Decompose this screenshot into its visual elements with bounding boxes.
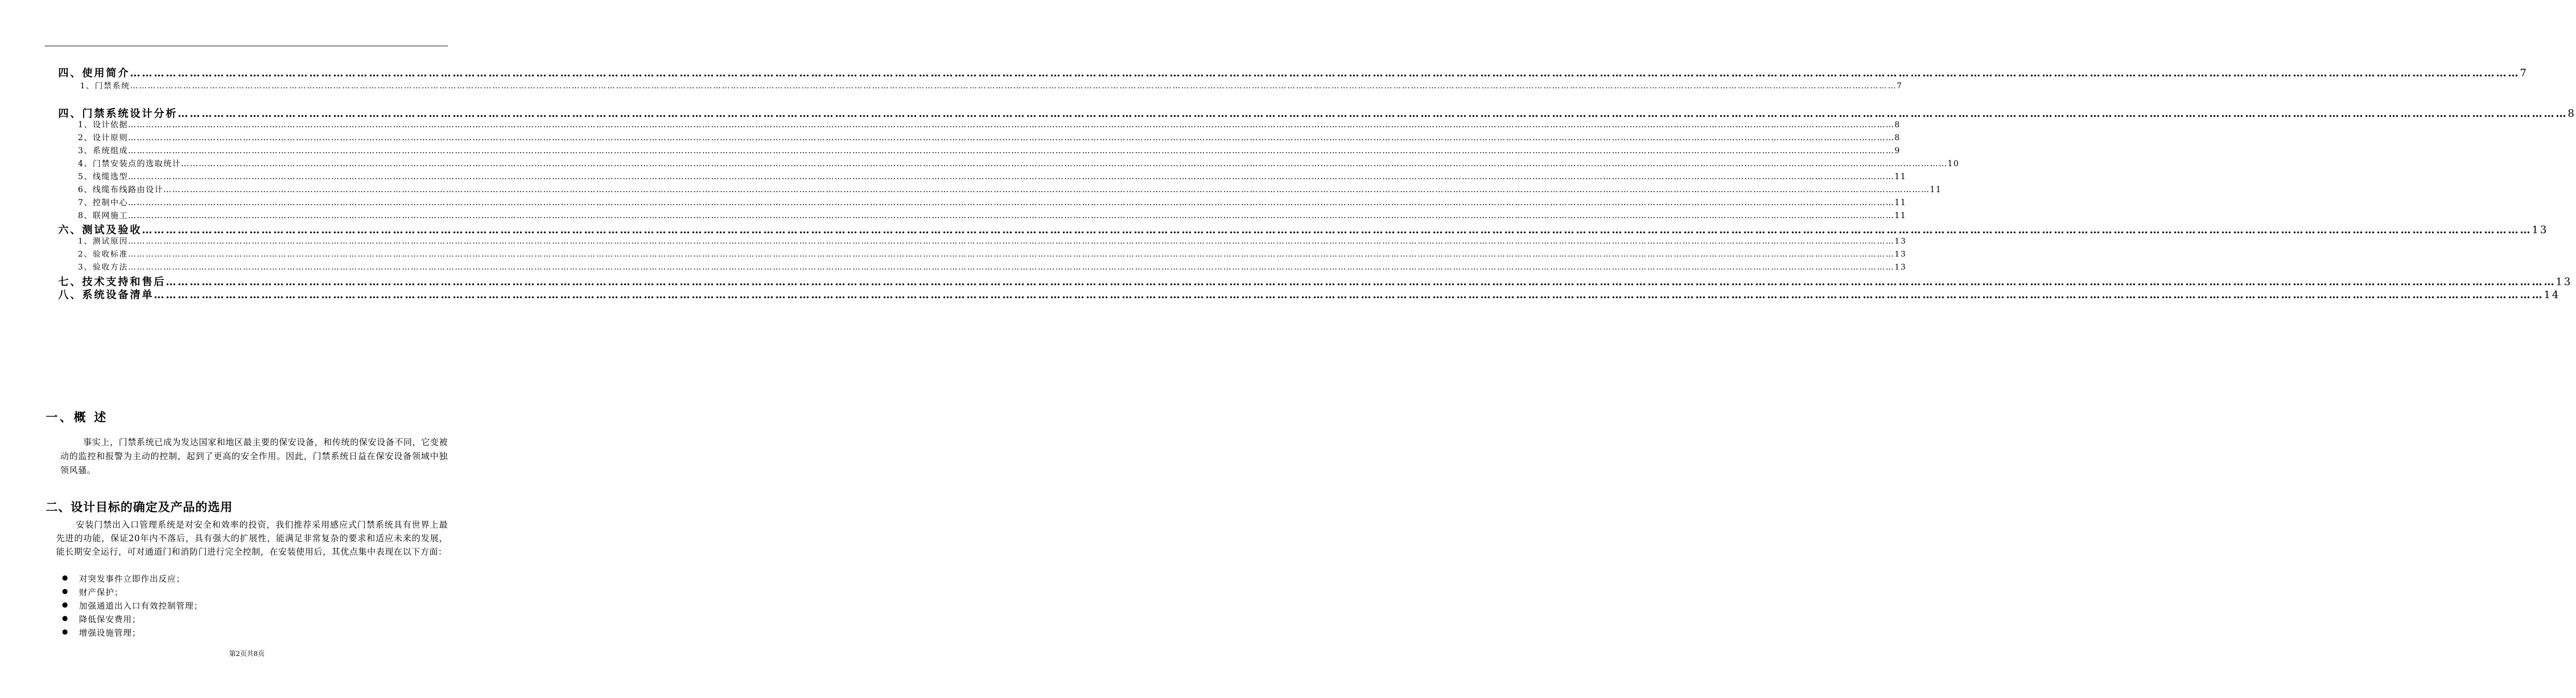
toc-entry-label: 1、门禁系统	[80, 81, 130, 90]
list-item	[61, 625, 373, 639]
toc-entry[interactable]	[78, 183, 1942, 195]
toc-leader-dots: ……………………………………………………………………………………………………………………………………………………………………………………………………………………………………………………………………………………………………………………………………………………………………………………………………………………………………………………………………………………………………………………………………………………	[128, 236, 1895, 246]
list-item	[61, 571, 373, 585]
design-goals-paragraph: 安装门禁出入口管理系统是对安全和效率的投资，我们推荐采用感应式门禁系统具有世界上最先进的功能，保证20年内不落后，具有强大的扩展性，能满足非常复杂的要求和适应未来的发展，能长期安全运行，可对通道门和消防门进行完全控制，在安装使用后，其优点集中表现在以下方面：	[56, 520, 448, 557]
toc-leader-dots: ……………………………………………………………………………………………………………………………………………………………………………………………………………………………………………………………………………………………………………………………………………………………………………………………………………………………………………………………………………………………………………………………………………………	[154, 288, 2544, 301]
list-item-text: 增强设施管理；	[79, 627, 141, 638]
toc-entry[interactable]	[78, 131, 1901, 143]
section-heading-design-goals: 二、设计目标的确定及产品的选用	[46, 501, 233, 514]
toc-leader-dots: ……………………………………………………………………………………………………………………………………………………………………………………………………………………………………………………………………………………………………………………………………………………………………………………………………………………………………………………………………………………………………………………………………………………	[130, 66, 2520, 79]
toc-entry-label: 8、联网施工	[78, 211, 128, 220]
toc-entry-label: 1、设计依据	[78, 120, 128, 129]
toc-entry[interactable]	[78, 196, 1907, 208]
toc-entry-label: 六、测试及验收	[58, 223, 142, 236]
toc-entry-page: 13	[1894, 262, 1907, 272]
bullet-icon	[62, 575, 68, 581]
toc-leader-dots: ……………………………………………………………………………………………………………………………………………………………………………………………………………………………………………………………………………………………………………………………………………………………………………………………………………………………………………………………………………………………………………………………………………………	[166, 275, 2556, 288]
toc-entry[interactable]	[78, 157, 1960, 169]
toc-leader-dots: ……………………………………………………………………………………………………………………………………………………………………………………………………………………………………………………………………………………………………………………………………………………………………………………………………………………………………………………………………………………………………………………………………………………	[128, 262, 1895, 272]
bullet-icon	[62, 629, 68, 635]
toc-leader-dots: ……………………………………………………………………………………………………………………………………………………………………………………………………………………………………………………………………………………………………………………………………………………………………………………………………………………………………………………………………………………………………………………………………………………	[128, 120, 1895, 129]
toc-entry[interactable]	[78, 235, 1907, 246]
toc-entry-label: 七、技术支持和售后	[58, 275, 166, 288]
toc-leader-dots: ……………………………………………………………………………………………………………………………………………………………………………………………………………………………………………………………………………………………………………………………………………………………………………………………………………………………………………………………………………………………………………………………………………………	[130, 81, 1897, 90]
toc-entry-page: 10	[1947, 159, 1960, 168]
toc-leader-dots: ……………………………………………………………………………………………………………………………………………………………………………………………………………………………………………………………………………………………………………………………………………………………………………………………………………………………………………………………………………………………………………………………………………………	[128, 198, 1895, 207]
bullet-icon	[62, 602, 68, 608]
list-item	[61, 598, 373, 612]
bullet-icon	[62, 616, 68, 621]
list-item	[61, 585, 373, 598]
toc-entry-label: 6、线缆布线路由设计	[78, 185, 164, 194]
list-item	[61, 612, 373, 625]
toc-entry[interactable]	[58, 286, 2560, 301]
toc-entry[interactable]	[78, 144, 1901, 156]
toc-entry-label: 四、门禁系统设计分析	[58, 107, 178, 119]
toc-entry-label: 4、门禁安装点的选取统计	[78, 159, 181, 168]
toc-entry-label: 5、线缆选型	[78, 172, 128, 181]
list-item-text: 加强通道出入口有效控制管理；	[79, 600, 203, 611]
list-item-text: 降低保安费用；	[79, 614, 141, 624]
toc-entry-page: 11	[1930, 185, 1942, 194]
list-item-text: 财产保护；	[79, 587, 124, 597]
toc-entry-page: 11	[1894, 198, 1907, 207]
toc-leader-dots: ……………………………………………………………………………………………………………………………………………………………………………………………………………………………………………………………………………………………………………………………………………………………………………………………………………………………………………………………………………………………………………………………………………………	[128, 146, 1895, 155]
toc-entry-page: 13	[2532, 223, 2548, 236]
toc-leader-dots: ……………………………………………………………………………………………………………………………………………………………………………………………………………………………………………………………………………………………………………………………………………………………………………………………………………………………………………………………………………………………………………………………………………………	[142, 223, 2532, 236]
toc-leader-dots: ……………………………………………………………………………………………………………………………………………………………………………………………………………………………………………………………………………………………………………………………………………………………………………………………………………………………………………………………………………………………………………………………………………………	[128, 211, 1895, 220]
toc-leader-dots: ……………………………………………………………………………………………………………………………………………………………………………………………………………………………………………………………………………………………………………………………………………………………………………………………………………………………………………………………………………………………………………………………………………………	[178, 107, 2568, 119]
toc-entry-label: 3、系统组成	[78, 146, 128, 155]
toc-entry-page: 8	[1894, 133, 1901, 142]
toc-entry-label: 3、验收方法	[78, 262, 128, 272]
page-footer: 第2页共8页	[229, 650, 265, 658]
toc-entry-page: 8	[2568, 107, 2576, 119]
section-heading-overview: 一、概 述	[46, 411, 109, 424]
toc-entry-label: 2、验收标准	[78, 249, 128, 259]
toc-entry-page: 14	[2544, 288, 2560, 301]
toc-entry-page: 7	[1896, 81, 1903, 90]
toc-leader-dots: ……………………………………………………………………………………………………………………………………………………………………………………………………………………………………………………………………………………………………………………………………………………………………………………………………………………………………………………………………………………………………………………………………………………	[128, 249, 1895, 259]
overview-paragraph: 事实上，门禁系统已成为发达国家和地区最主要的保安设备，和传统的保安设备不同，它变被动的监控和报警为主动的控制，起到了更高的安全作用。因此，门禁系统日益在保安设备领域中独领风骚。	[60, 437, 448, 475]
toc-entry-page: 11	[1894, 172, 1907, 181]
toc-entry[interactable]	[78, 170, 1907, 182]
toc-entry-label: 八、系统设备清单	[58, 288, 154, 301]
toc-entry-label: 1、测试原因	[78, 236, 128, 246]
toc-entry[interactable]	[78, 248, 1907, 259]
toc-leader-dots: ……………………………………………………………………………………………………………………………………………………………………………………………………………………………………………………………………………………………………………………………………………………………………………………………………………………………………………………………………………………………………………………………………………………	[163, 185, 1930, 194]
toc-entry[interactable]	[58, 105, 2576, 120]
toc-entry-page: 7	[2520, 66, 2528, 79]
toc-entry-label: 7、控制中心	[78, 198, 128, 207]
toc-entry-label: 2、设计原则	[78, 133, 128, 142]
toc-leader-dots: ……………………………………………………………………………………………………………………………………………………………………………………………………………………………………………………………………………………………………………………………………………………………………………………………………………………………………………………………………………………………………………………………………………………	[181, 159, 1948, 168]
toc-entry-page: 9	[1894, 146, 1901, 155]
toc-entry-page: 8	[1894, 120, 1901, 129]
toc-entry[interactable]	[78, 209, 1907, 221]
toc-leader-dots: ……………………………………………………………………………………………………………………………………………………………………………………………………………………………………………………………………………………………………………………………………………………………………………………………………………………………………………………………………………………………………………………………………………………	[128, 133, 1895, 142]
toc-entry[interactable]	[78, 261, 1907, 272]
toc-entry[interactable]	[58, 64, 2528, 79]
toc-leader-dots: ……………………………………………………………………………………………………………………………………………………………………………………………………………………………………………………………………………………………………………………………………………………………………………………………………………………………………………………………………………………………………………………………………………………	[128, 172, 1895, 181]
toc-entry[interactable]	[58, 221, 2548, 236]
toc-entry-page: 13	[2556, 275, 2572, 288]
toc-entry[interactable]	[78, 118, 1901, 130]
toc-entry-page: 13	[1894, 249, 1907, 259]
toc-entry-label: 四、使用简介	[58, 66, 130, 79]
toc-entry-page: 11	[1894, 211, 1907, 220]
toc-entry[interactable]	[80, 80, 1903, 91]
toc-entry-page: 13	[1894, 236, 1907, 246]
bullet-icon	[62, 589, 68, 594]
list-item-text: 对突发事件立即作出反应；	[79, 573, 185, 584]
advantages-list	[61, 571, 373, 639]
table-of-contents	[0, 0, 2576, 301]
